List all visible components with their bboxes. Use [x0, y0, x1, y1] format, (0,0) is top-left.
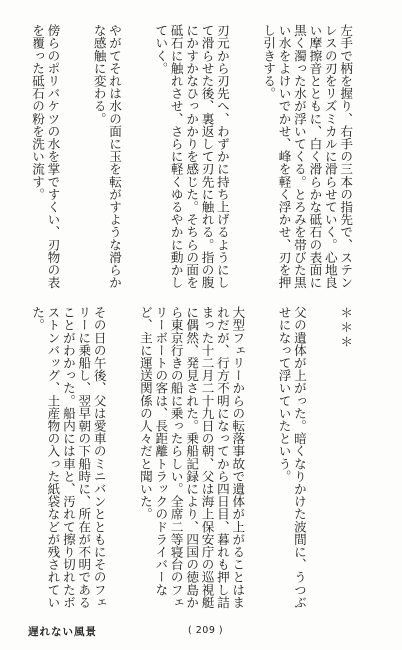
- running-title: 遅れない風景: [28, 626, 97, 638]
- paragraph: 傍らのポリバケツの水を掌ですくい、刃物の表を覆った砥石の粉を洗い流す。: [30, 24, 61, 289]
- page-footer: [0, 624, 402, 642]
- paragraph: 大型フェリーからの転落事故で遺体が上がることはまれだが、行方不明になってから四日目、暮れも押し詰まった十二月二十九日の朝、父は海上保安庁の巡視艇に偶然、発見された。乗船記録により、四国の徳島から東京行きの船に乗ったらしい。全席二等寝台のフェリーボートの客は、長距離トラックのドライバーなど、主に運送関係の人々だと聞いた。: [137, 306, 246, 609]
- bottom-text-block: [18, 306, 384, 610]
- page-number: ( 209 ): [188, 625, 224, 636]
- paragraph: 刃元から刃先へ、わずかに持ち上げるようにして滑らせた後、裏返して刃先に触れる。指の腹にかすかなひっかかりを感じた。そちらの面を砥石に触れさせ、さらに軽くゆるやかに動かしていく。: [153, 24, 230, 289]
- top-text-block: [18, 24, 384, 290]
- paragraph: やがてそれは水の面に玉を転がすような滑らかな感触に変わる。: [91, 24, 123, 289]
- paragraph: その日の午後、父は愛車のミニバンとともにそのフェリーに乗船し、翌早朝の下船時に、所在が不明であることがわかった。船内には車と、汚れて擦り切れたボストンバッグ、土産物の入った紙袋などが残されていた。: [30, 306, 107, 609]
- paragraph: 左手で柄を握り、右手の三本の指先で、ステンレスの刃をリズミカルに滑らせていく。心地良い摩擦音とともに、白く滑らかな砥石の表面に黒く濁った水が浮いてくる。とろみを帯びた黒い水をよけいでかせ、峰を軽く浮かせ、刃を押し引きする。: [261, 24, 354, 289]
- paragraph: 父の遺体が上がった。暗くなりかけた波間に、うつぶせになって浮いていたという。: [276, 306, 307, 609]
- section-separator: ＊＊＊: [338, 306, 354, 350]
